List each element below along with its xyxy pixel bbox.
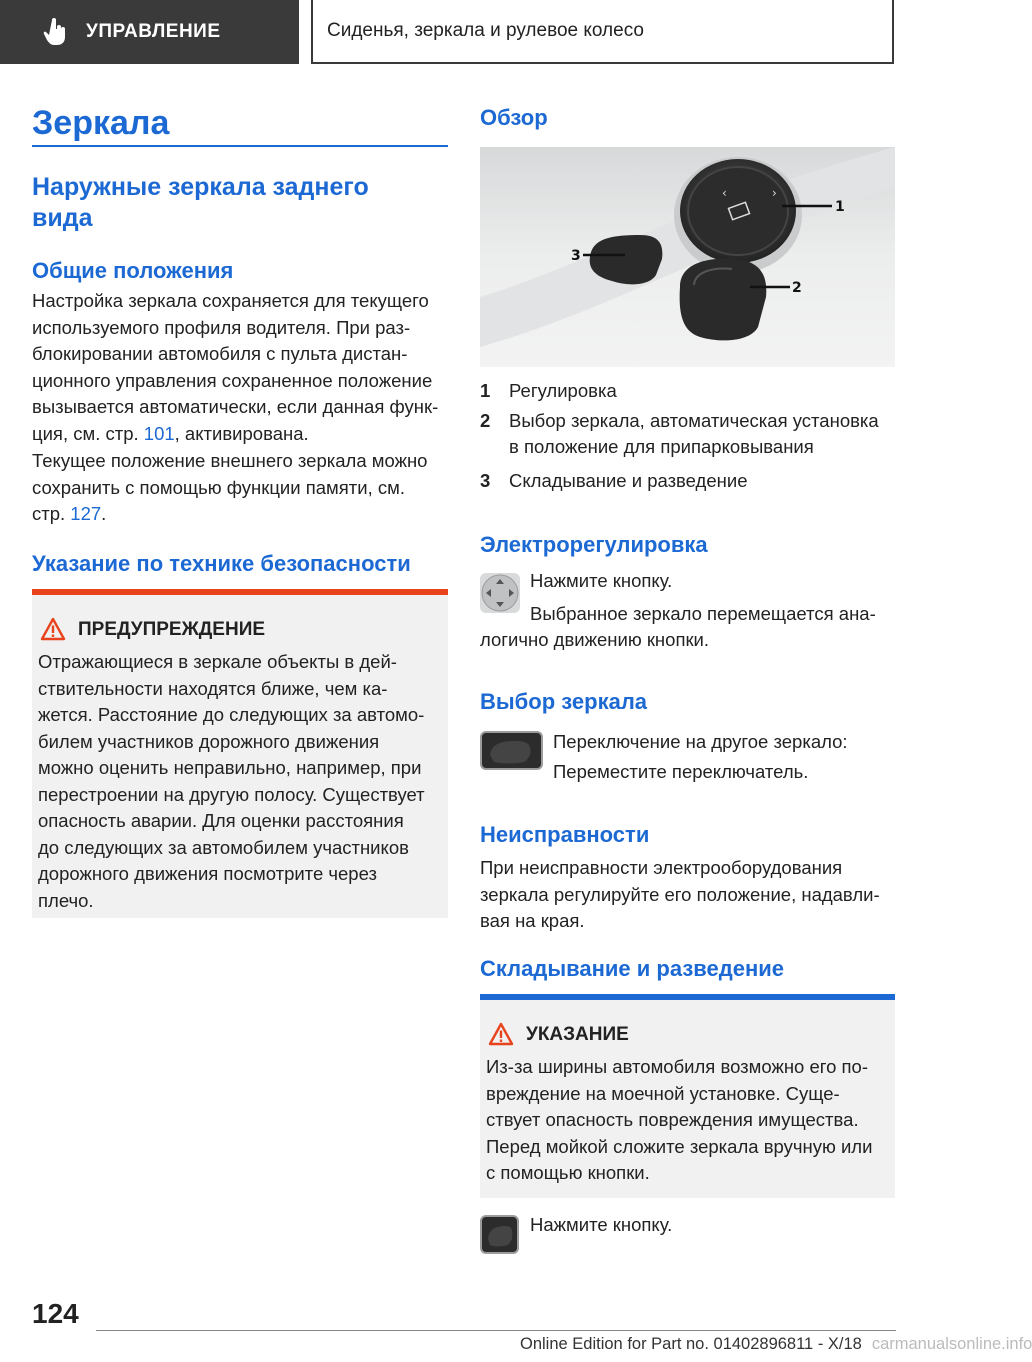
list-item: 2 Выбор зеркала, автоматическая установка в положение для припарковывания <box>480 410 879 457</box>
general-heading: Общие положения <box>32 258 234 283</box>
safety-heading: Указание по технике безопасности <box>32 551 411 576</box>
chapter-tab <box>311 0 894 64</box>
notice-triangle-icon <box>488 1022 514 1046</box>
warning-box <box>32 595 448 918</box>
svg-text:›: › <box>772 186 777 200</box>
callout-1: 1 <box>835 199 845 215</box>
select-line-2: Переместите переключатель. <box>553 761 809 782</box>
section-label: УПРАВЛЕНИЕ <box>86 21 221 42</box>
edition-text: Online Edition for Part no. 01402896811 - X/18 carmanualsonline.info <box>520 1335 1032 1353</box>
select-line-1: Переключение на другое зеркало: <box>553 731 848 752</box>
callout-3: 3 <box>571 248 581 264</box>
fault-heading: Неисправности <box>480 822 650 847</box>
notice-title: УКАЗАНИЕ <box>526 1024 629 1045</box>
list-item: 3 Складывание и разведение <box>480 470 748 491</box>
electric-line-1: Нажмите кнопку. <box>530 570 673 591</box>
notice-box <box>480 1000 895 1198</box>
select-heading: Выбор зеркала <box>480 689 648 714</box>
mirror-controls-illustration <box>480 147 895 367</box>
page-title: Зеркала <box>32 104 170 142</box>
list-item: 1 Регулировка <box>480 380 617 401</box>
electric-line-2: Выбранное зеркало перемещается ана- <box>530 603 876 624</box>
electric-line-3: логично движению кнопки. <box>480 629 710 650</box>
warning-text: Отражающиеся в зеркале объекты в дей- ствительности находятся ближе, чем ка- жется. Расстояние до следующих за автомо- билем участников дорожного движения можно оценить неправильно, например, при перестроении на другую полосу. Существует опасность аварии. Для оценки расстояния до следующих за автомобилем участников дорожного движения посмотрите через плечо. <box>38 651 425 911</box>
overview-heading: Обзор <box>480 105 548 130</box>
mirror-controls-photo <box>480 147 895 367</box>
mirror-switch-icon <box>480 731 543 770</box>
fold-press-text: Нажмите кнопку. <box>530 1214 673 1235</box>
fold-heading: Складывание и разведение <box>480 956 784 981</box>
subtitle: Наружные зеркала заднего вида <box>32 173 369 232</box>
mirror-adjust-icon <box>480 573 520 613</box>
title-divider <box>32 145 448 147</box>
warning-title: ПРЕДУПРЕЖДЕНИЕ <box>78 619 266 640</box>
legend-list <box>480 378 900 498</box>
dpad-button-thumbnail <box>480 573 520 613</box>
electric-heading: Электрорегулировка <box>480 532 708 557</box>
fault-paragraph: При неисправности электрооборудования зеркала регулируйте его положение, надавли- вая на края. <box>480 857 880 931</box>
warning-triangle-icon <box>40 617 66 641</box>
section-tab <box>0 0 299 64</box>
watermark: carmanualsonline.info <box>871 1335 1032 1353</box>
svg-text:‹: ‹ <box>722 186 727 200</box>
page-number: 124 <box>32 1298 79 1329</box>
notice-text: Из-за ширины автомобиля возможно его по- вреждение на моечной установке. Суще- ствует опасность повреждения имущества. Перед мойкой сложите зеркала вручную или с помощью кнопки. <box>486 1056 873 1183</box>
page-link-101[interactable]: 101 <box>143 422 175 444</box>
page-link-127[interactable]: 127 <box>70 503 102 524</box>
general-paragraph: Настройка зеркала сохраняется для текущего используемого профиля водителя. При раз- блокировании автомобиля с пульта дистан- ционного управления сохраненное положение вызывается автоматически, если данная функ- ция, см. стр. 101, активирована. <box>32 290 439 444</box>
chapter-label: Сиденья, зеркала и рулевое колесо <box>327 20 644 41</box>
fold-button-icon <box>480 1215 519 1254</box>
hand-pointer-icon <box>44 18 68 46</box>
callout-2: 2 <box>792 280 802 296</box>
memory-paragraph: Текущее положение внешнего зеркала можно сохранить с помощью функции памяти, см. стр. 127. <box>32 450 428 524</box>
footer-rule <box>96 1330 896 1331</box>
